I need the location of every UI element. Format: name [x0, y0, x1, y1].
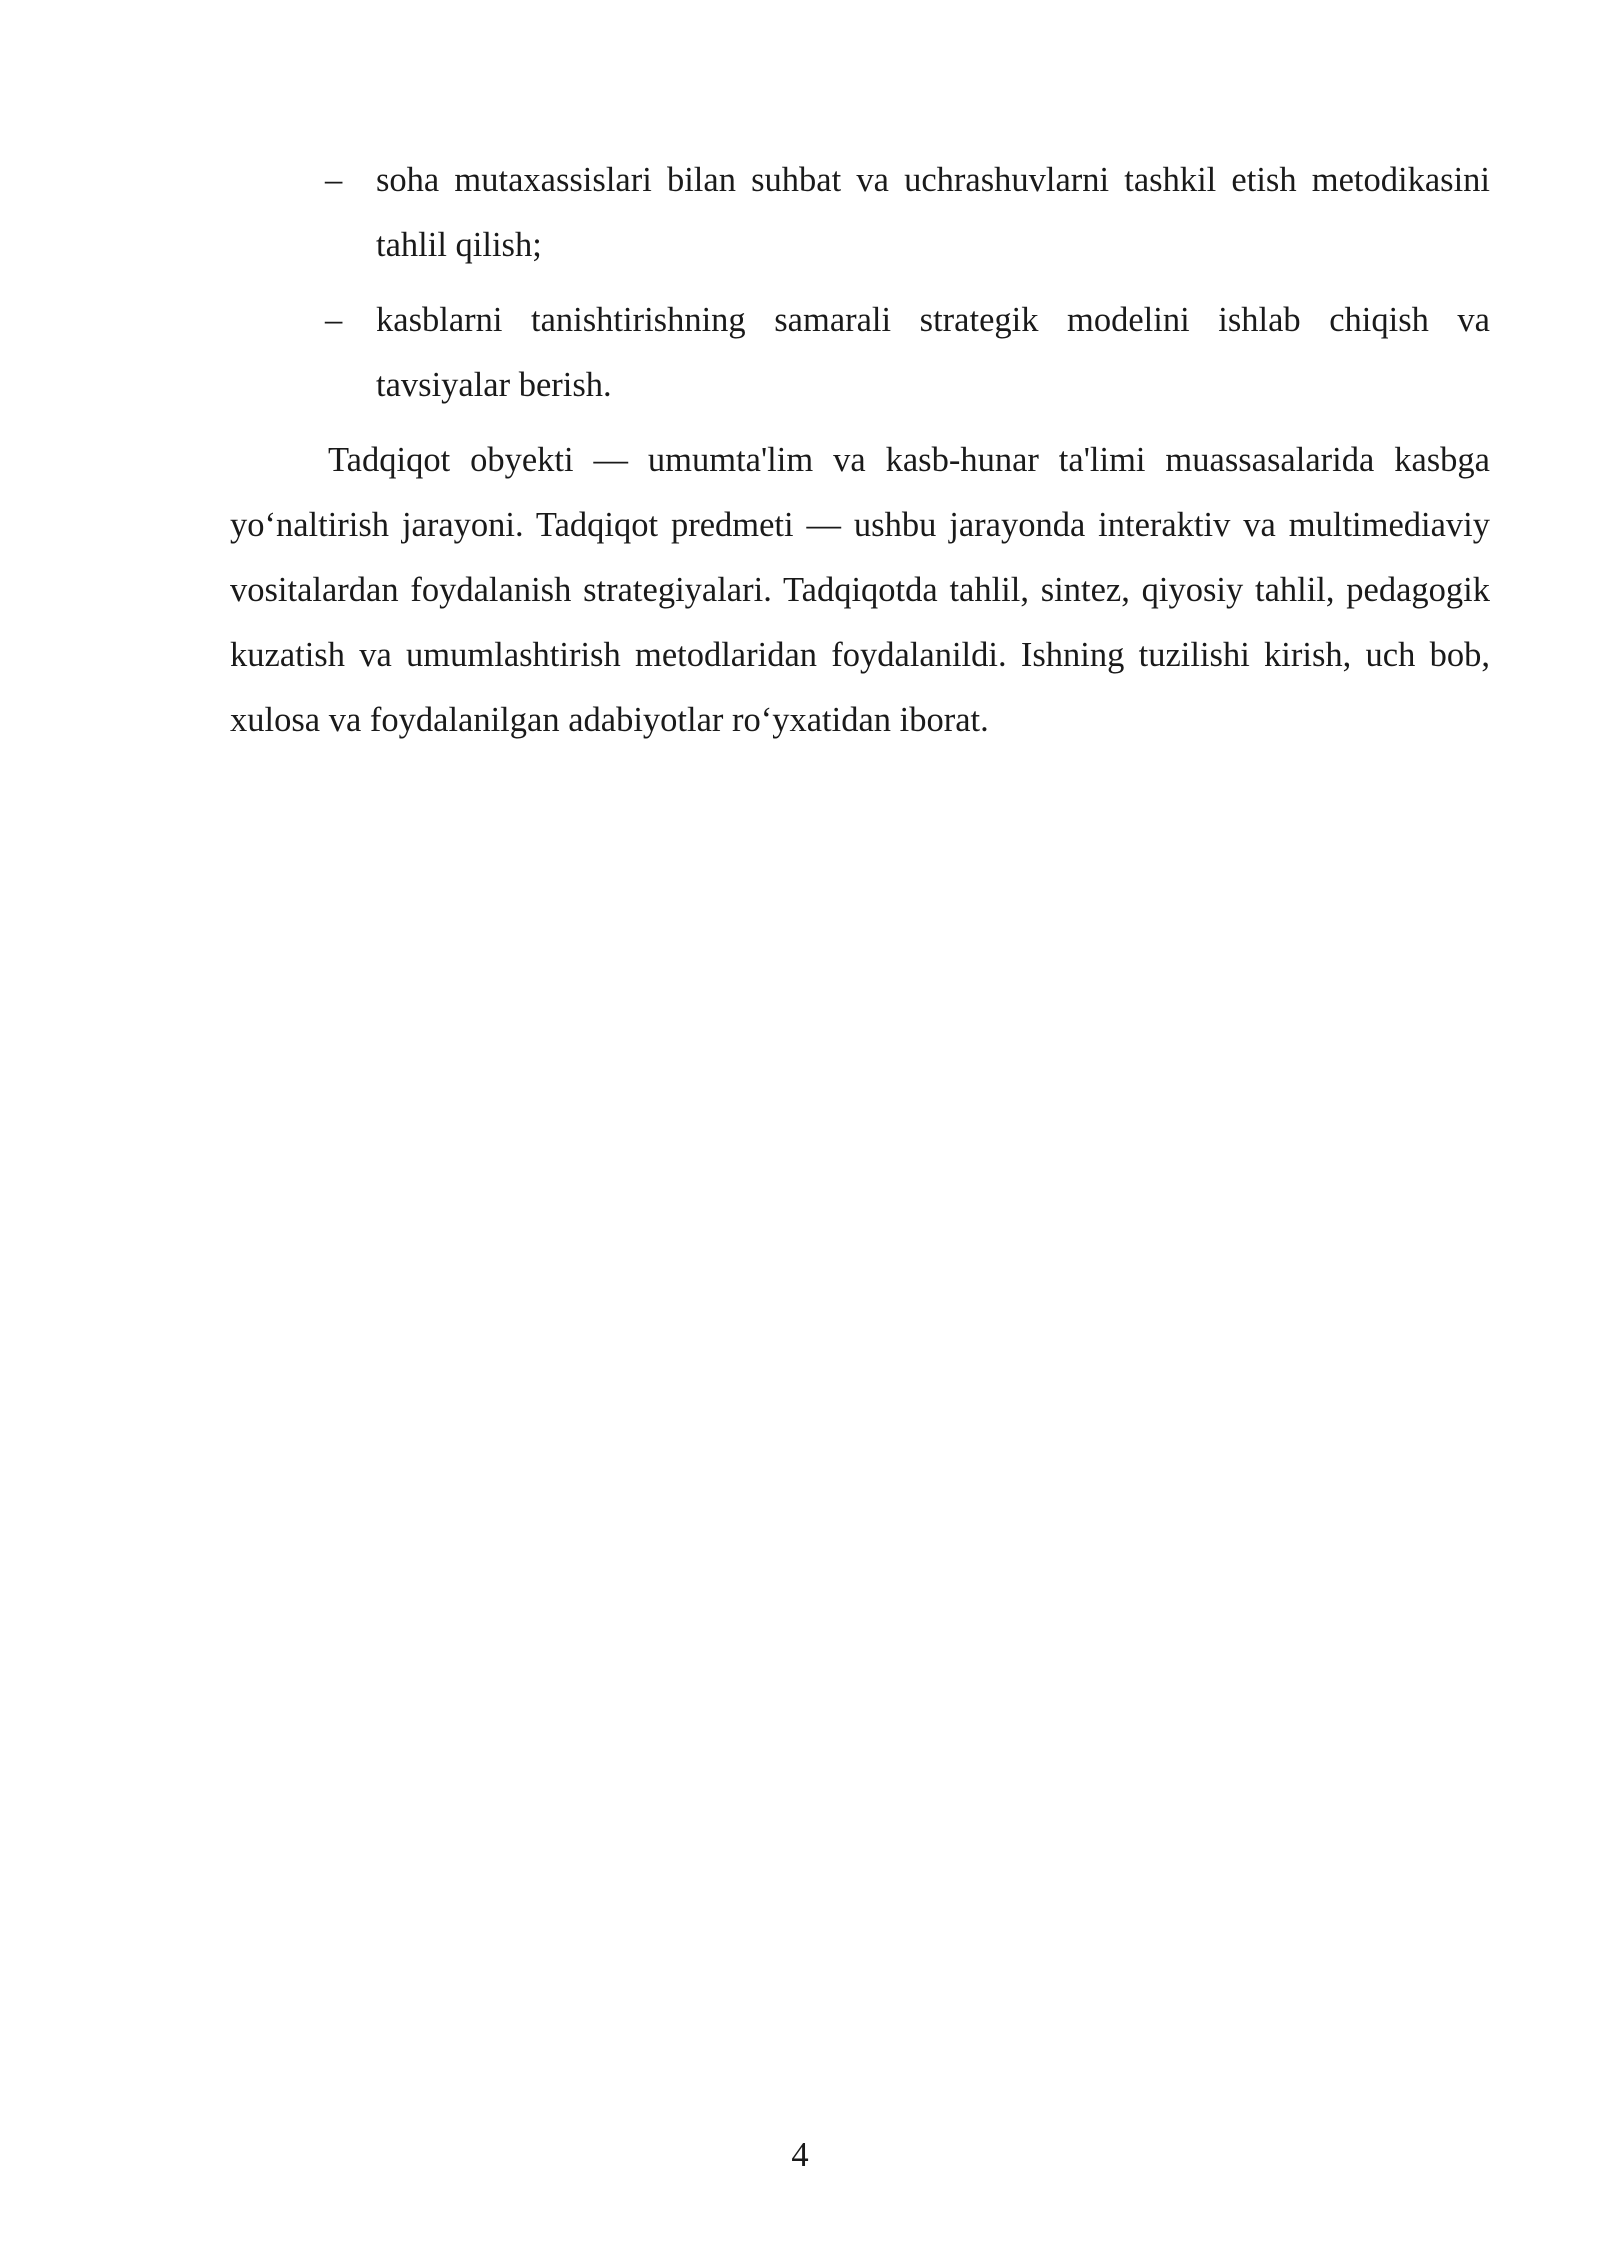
list-item-text: kasblarni tanishtirishning samarali strategik modelini ishlab chiqish va tavsiyalar berish. — [376, 301, 1490, 404]
list-dash: – — [325, 301, 343, 339]
list-item — [230, 288, 1490, 418]
body-text — [230, 148, 1490, 753]
list-item — [230, 148, 1490, 278]
list-dash: – — [325, 161, 343, 199]
research-paragraph: Tadqiqot obyekti — umumta'lim va kasb-hunar ta'limi muassasalarida kasbga yo‘naltirish jarayoni. Tadqiqot predmeti — ushbu jarayonda interaktiv va multimediaviy vositalardan foydalanish strategiyalari. Tadqiqotda tahlil, sintez, qiyosiy tahlil, pedagogik kuzatish va umumlashtirish metodlaridan foydalanildi. Ishning tuzilishi kirish, uch bob, xulosa va foydalanilgan adabiyotlar ro‘yxatidan iborat. — [230, 441, 1490, 739]
page-number: 4 — [791, 2136, 809, 2174]
objectives-list — [230, 148, 1490, 418]
list-item-text: soha mutaxassislari bilan suhbat va uchrashuvlarni tashkil etish metodikasini tahlil qilish; — [376, 161, 1490, 264]
